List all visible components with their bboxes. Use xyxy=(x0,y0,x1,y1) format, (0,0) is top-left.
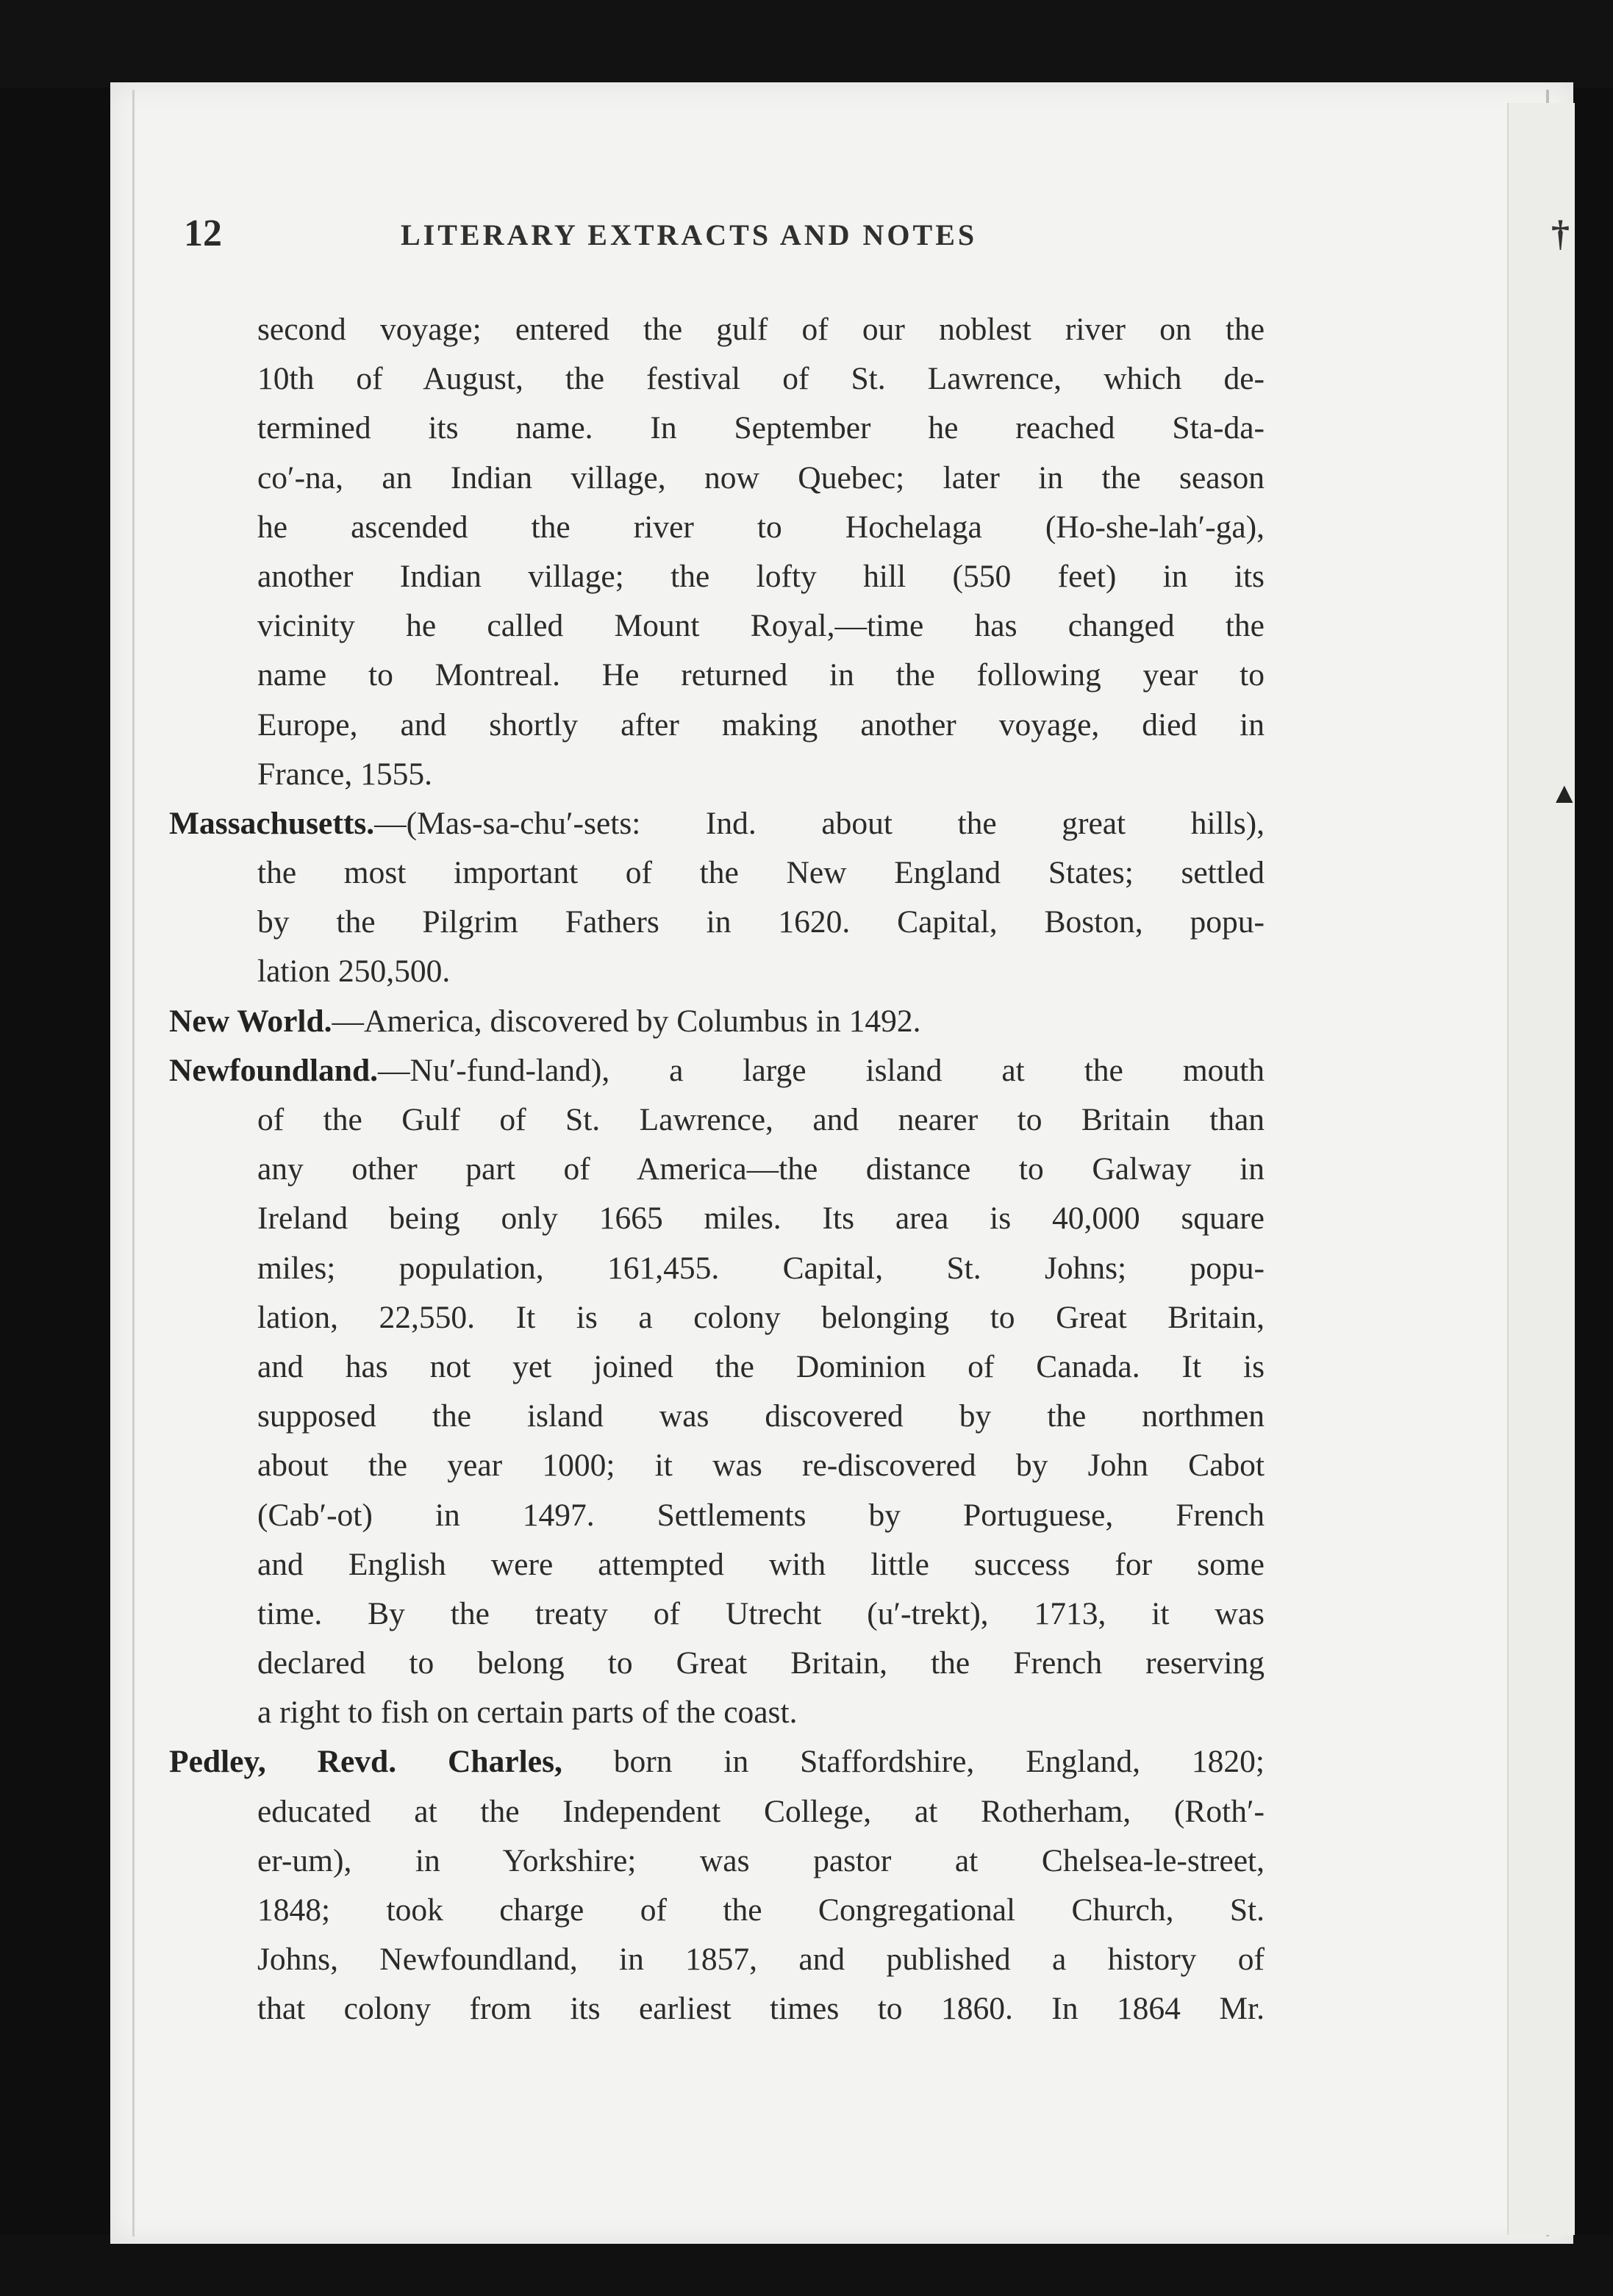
entry-term: Newfoundland. xyxy=(169,1052,379,1088)
text-line: and has not yet joined the Dominion of Canada. It is xyxy=(257,1348,1265,1384)
entry-term: Massachusetts. xyxy=(169,805,375,841)
entry-term: New World. xyxy=(169,1003,332,1039)
text-line: name to Montreal. He returned in the following year to xyxy=(257,657,1265,693)
paragraph-continuation xyxy=(169,305,1265,799)
text-line: about the year 1000; it was re-discovered by John Cabot xyxy=(257,1448,1265,1484)
text-line: miles; population, 161,455. Capital, St. Johns; popu- xyxy=(257,1250,1265,1286)
entry-massachusetts xyxy=(169,799,1265,997)
entry-pedley xyxy=(169,1737,1265,2034)
facing-page-edge xyxy=(1507,103,1575,2235)
entry-text: —(Mas-sa-chu′-sets: Ind. about the great hills), xyxy=(374,805,1265,841)
entry-first-line xyxy=(169,1737,1265,1787)
text-line: supposed the island was discovered by the northmen xyxy=(257,1398,1265,1434)
text-line: any other part of America—the distance to Galway in xyxy=(257,1151,1265,1187)
text-line: another Indian village; the lofty hill (550 feet) in its xyxy=(257,558,1265,594)
text-line: 1848; took charge of the Congregational Church, St. xyxy=(257,1892,1265,1928)
running-title: LITERARY EXTRACTS AND NOTES xyxy=(401,218,978,251)
scan-border-bottom xyxy=(0,2235,1613,2296)
text-line: France, 1555. xyxy=(257,756,432,792)
text-line: declared to belong to Great Britain, the French reserving xyxy=(257,1645,1265,1681)
text-line: lation 250,500. xyxy=(257,954,451,990)
entry-new-world xyxy=(169,997,1265,1046)
text-line: second voyage; entered the gulf of our noblest river on the xyxy=(257,312,1265,347)
margin-mark-icon: † xyxy=(1551,212,1570,254)
text-line: Europe, and shortly after making another voyage, died in xyxy=(257,707,1265,743)
text-line: educated at the Independent College, at Rotherham, (Roth′- xyxy=(257,1793,1265,1829)
entry-newfoundland xyxy=(169,1046,1265,1738)
text-line: (Cab′-ot) in 1497. Settlements by Portuguese, French xyxy=(257,1497,1265,1533)
page-body xyxy=(169,305,1265,2034)
entry-text: —Nu′-fund-land), a large island at the mouth xyxy=(378,1052,1265,1088)
text-line: that colony from its earliest times to 1860. In 1864 Mr. xyxy=(257,1991,1265,2027)
entry-text: born in Staffordshire, England, 1820; xyxy=(562,1744,1265,1780)
page-number: 12 xyxy=(184,212,222,254)
text-line: Johns, Newfoundland, in 1857, and published a history of xyxy=(257,1942,1265,1978)
text-line: by the Pilgrim Fathers in 1620. Capital, Boston, popu- xyxy=(257,904,1265,940)
text-line: a right to fish on certain parts of the coast. xyxy=(257,1695,798,1731)
entry-text: —America, discovered by Columbus in 1492. xyxy=(332,1003,921,1039)
text-line: co′-na, an Indian village, now Quebec; later in the season xyxy=(257,459,1265,496)
text-line: lation, 22,550. It is a colony belonging to Great Britain, xyxy=(257,1299,1265,1335)
entry-first-line xyxy=(169,997,1265,1046)
entry-term: Pedley, Revd. Charles, xyxy=(169,1744,562,1780)
margin-mark-icon: ▲ xyxy=(1550,776,1579,809)
text-line: he ascended the river to Hochelaga (Ho-she-lah′-ga), xyxy=(257,509,1265,545)
text-line: the most important of the New England States; settled xyxy=(257,855,1265,891)
text-line: er-um), in Yorkshire; was pastor at Chelsea-le-street, xyxy=(257,1842,1265,1878)
entry-first-line xyxy=(169,1046,1265,1095)
text-line: time. By the treaty of Utrecht (u′-trekt), 1713, it was xyxy=(257,1595,1265,1631)
text-line: termined its name. In September he reached Sta-da- xyxy=(257,410,1265,446)
text-line: 10th of August, the festival of St. Lawrence, which de- xyxy=(257,361,1265,397)
page-header xyxy=(184,212,1570,271)
text-line: vicinity he called Mount Royal,—time has changed the xyxy=(257,608,1265,644)
text-line: and English were attempted with little success for some xyxy=(257,1546,1265,1582)
text-line: Ireland being only 1665 miles. Its area is 40,000 square xyxy=(257,1201,1265,1237)
entry-first-line xyxy=(169,799,1265,848)
text-line: of the Gulf of St. Lawrence, and nearer to Britain than xyxy=(257,1102,1265,1137)
scan-border-top xyxy=(0,0,1613,88)
